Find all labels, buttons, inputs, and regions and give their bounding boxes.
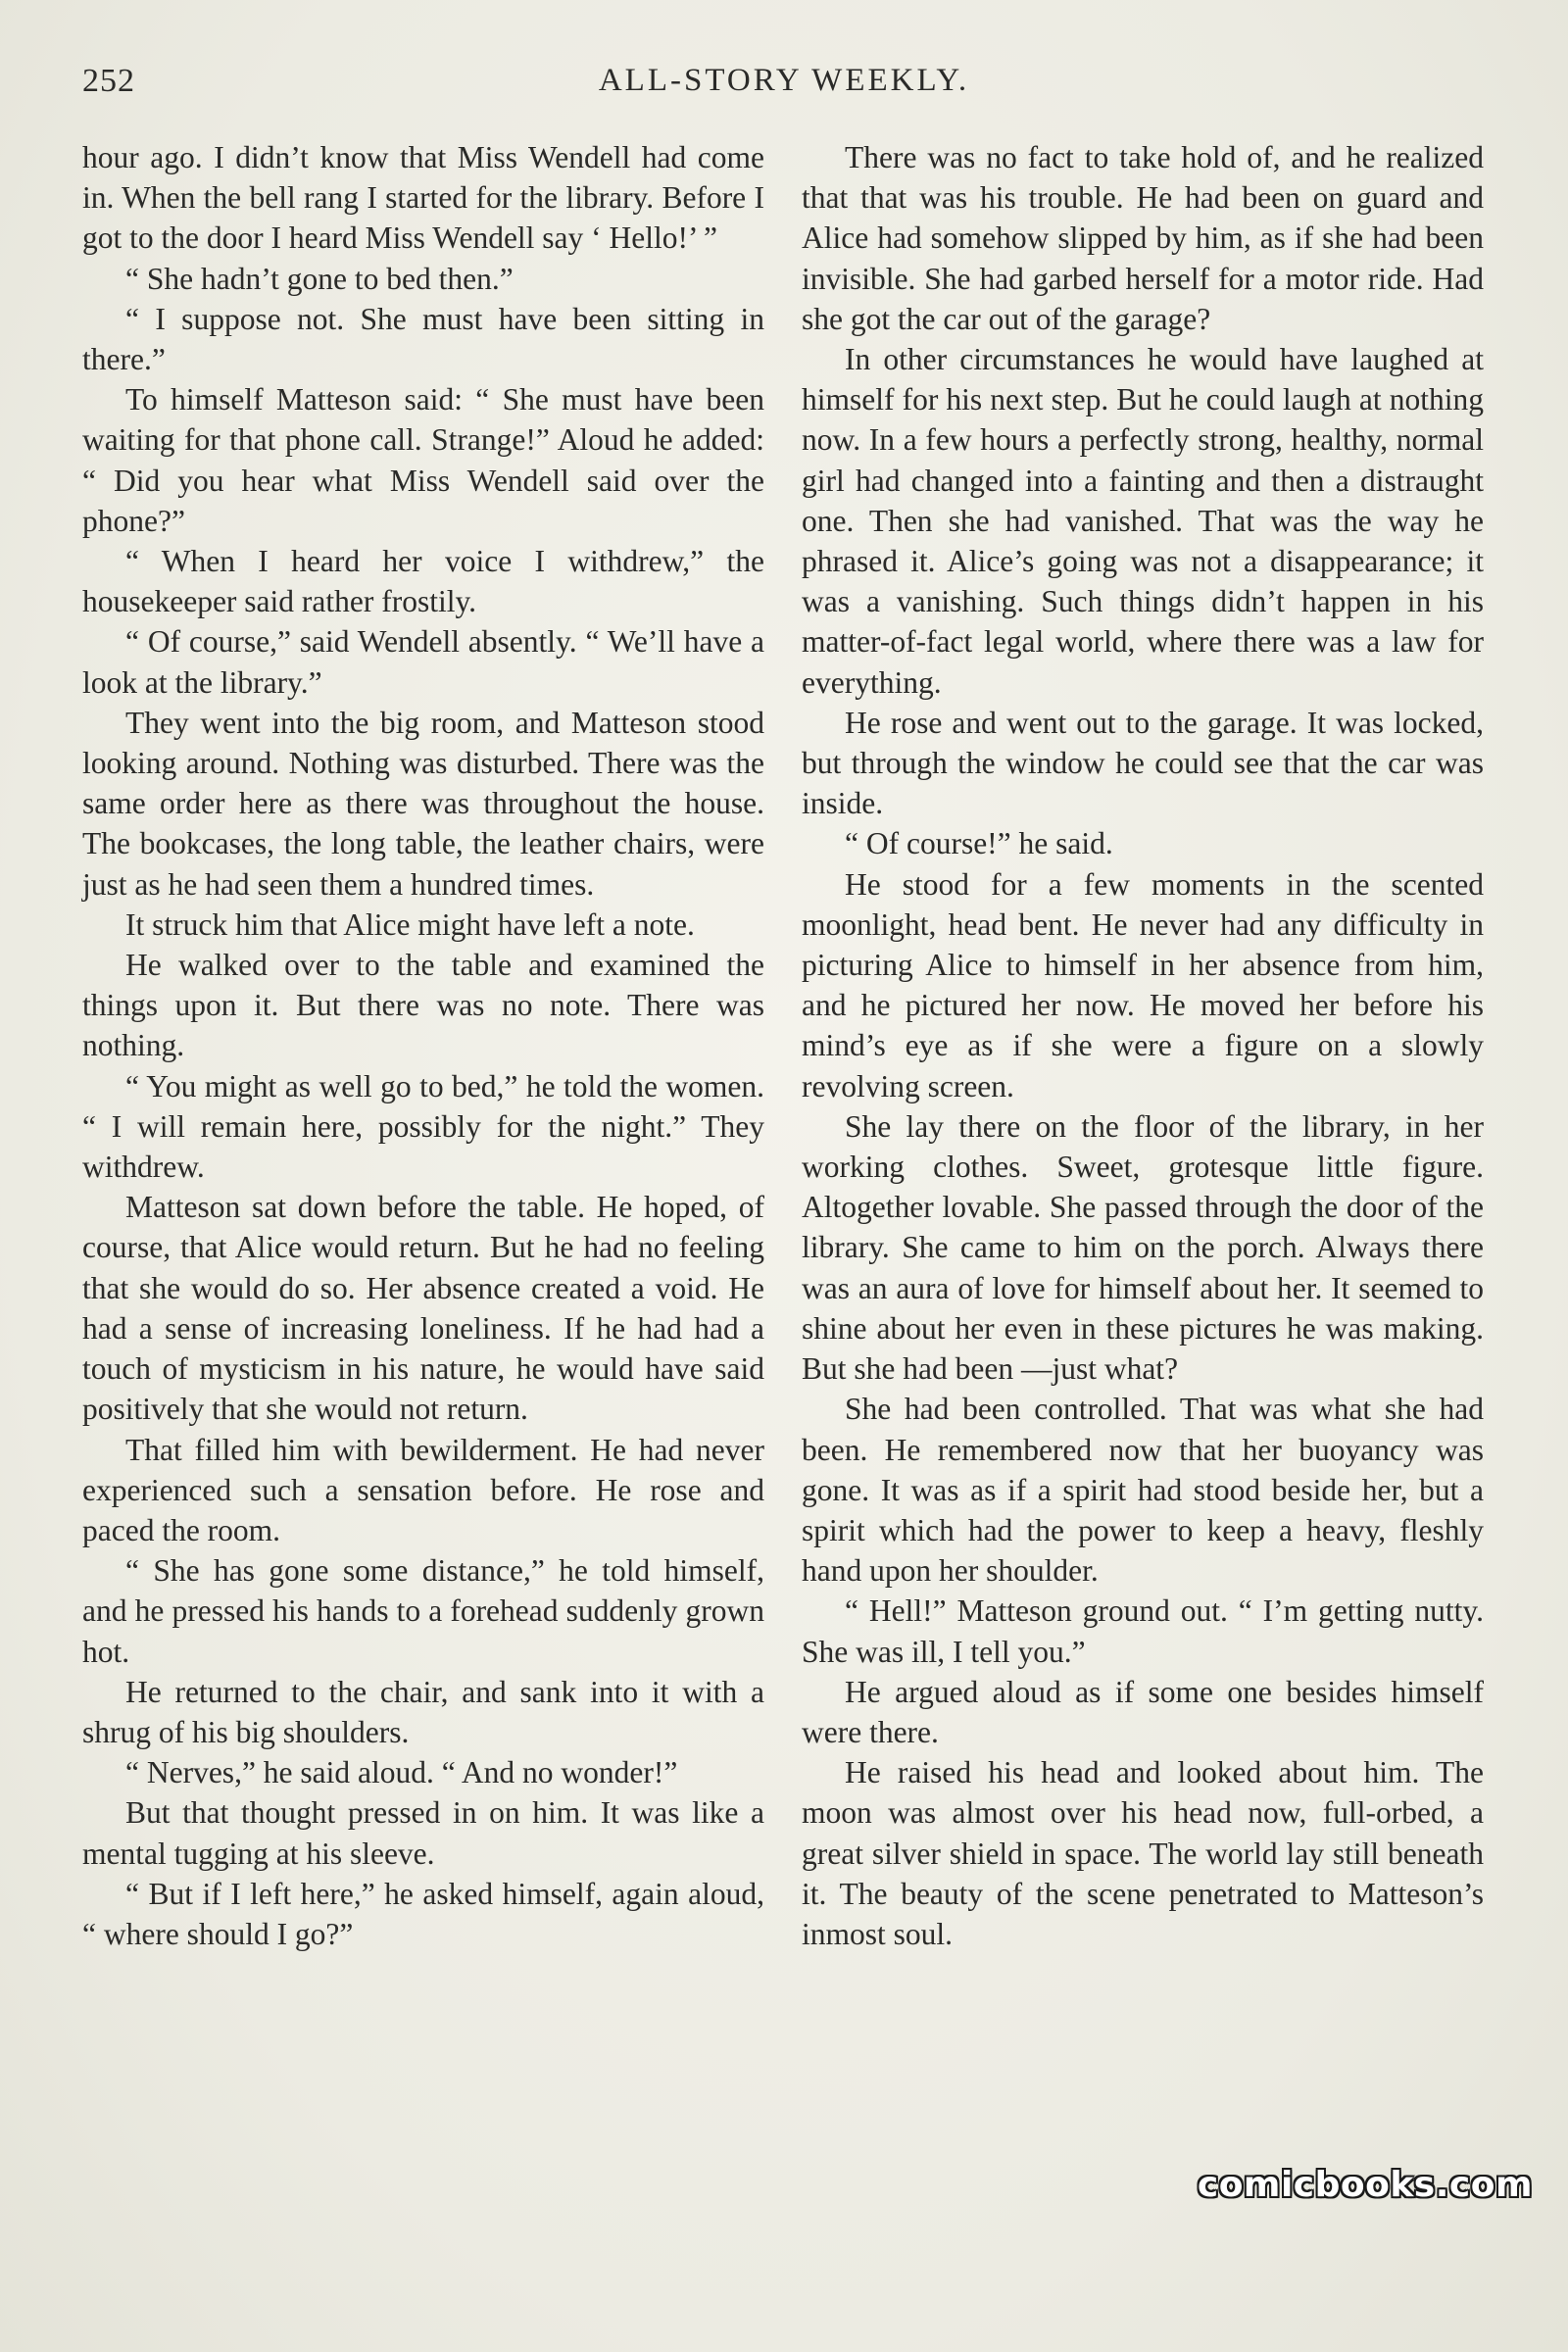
paragraph: “ Of course,” said Wendell absently. “ We’ll have a look at the library.”	[82, 624, 764, 700]
paragraph: Matteson sat down before the table. He hoped, of course, that Alice would return. But he had no feeling that she would do so. Her absence created a void. He had a sense of increasing loneliness. If he had had a touch of mysticism in his nature, he would have said positively that she would not return.	[82, 1190, 764, 1427]
page-number: 252	[82, 63, 135, 99]
paragraph: There was no fact to take hold of, and he realized that that was his trouble. He had been on guard and Alice had somehow slipped by him, as if she had been invisible. She had garbed herself for a motor ride. Had she got the car out of the garage?	[802, 140, 1484, 336]
paragraph: That filled him with bewilderment. He had never experienced such a sensation before. He rose and paced the room.	[82, 1432, 764, 1547]
running-head: ALL-STORY WEEKLY.	[598, 63, 970, 98]
watermark-logo: comicbooks.com	[1197, 2165, 1533, 2205]
paragraph: “ She has gone some distance,” he told himself, and he pressed his hands to a forehead suddenly grown hot.	[82, 1553, 764, 1669]
paragraph: He argued aloud as if some one besides himself were there.	[802, 1674, 1484, 1749]
paragraph: To himself Matteson said: “ She must have been waiting for that phone call. Strange!” Aloud he added: “ Did you hear what Miss Wendell said over the phone?”	[82, 382, 764, 538]
paragraph: “ She hadn’t gone to bed then.”	[125, 261, 514, 296]
paragraph: They went into the big room, and Matteson stood looking around. Nothing was disturbed. There was the same order here as there was throughout the house. The bookcases, the long table, the leather chairs, were just as he had seen them a hundred times.	[82, 705, 764, 902]
paragraph: He returned to the chair, and sank into it with a shrug of his big shoulders.	[82, 1674, 764, 1749]
paragraph: It struck him that Alice might have left a note.	[125, 906, 695, 942]
paragraph: “ Nerves,” he said aloud. “ And no wonder!”	[125, 1755, 678, 1790]
paragraph: “ But if I left here,” he asked himself, again aloud, “ where should I go?”	[82, 1876, 764, 1951]
paragraph: “ You might as well go to bed,” he told the women. “ I will remain here, possibly for the night.” They withdrew.	[82, 1068, 764, 1185]
paragraph: He raised his head and looked about him. The moon was almost over his head now, full-orbed, a great silver shield in space. The world lay still beneath it. The beauty of the scene penetrated to Matteson’s inmost soul.	[802, 1755, 1484, 1951]
paragraph: “ I suppose not. She must have been sitting in there.”	[82, 301, 764, 377]
right-text-column	[802, 137, 1484, 1954]
paragraph: But that thought pressed in on him. It was like a mental tugging at his sleeve.	[82, 1795, 764, 1871]
paragraph: “ Hell!” Matteson ground out. “ I’m getting nutty. She was ill, I tell you.”	[802, 1593, 1484, 1669]
paragraph: “ When I heard her voice I withdrew,” the housekeeper said rather frostily.	[82, 544, 764, 619]
left-text-column	[82, 137, 764, 1954]
page-header	[82, 63, 1486, 112]
paragraph: He stood for a few moments in the scented moonlight, head bent. He never had any difficulty in picturing Alice to himself in her absence from him, and he pictured her now. He moved her before his mind’s eye as if she were a figure on a slowly revolving screen.	[802, 866, 1484, 1103]
paragraph: hour ago. I didn’t know that Miss Wendell had come in. When the bell rang I started for the library. Before I got to the door I heard Miss Wendell say ‘ Hello!’ ”	[82, 140, 764, 256]
paragraph: “ Of course!” he said.	[845, 826, 1113, 861]
paragraph: She lay there on the floor of the library, in her working clothes. Sweet, grotesque little figure. Altogether lovable. She passed through the door of the library. She came to him on the porch. Always there was an aura of love for himself about her. It seemed to shine about her even in these pictures he was making. But she had been —just what?	[802, 1108, 1484, 1387]
paragraph: He walked over to the table and examined the things upon it. But there was no note. There was nothing.	[82, 948, 764, 1063]
paragraph: She had been controlled. That was what she had been. He remembered now that her buoyancy was gone. It was as if a spirit had stood beside her, but a spirit which had the power to keep a heavy, fleshly hand upon her shoulder.	[802, 1392, 1484, 1589]
paragraph: He rose and went out to the garage. It was locked, but through the window he could see that the car was inside.	[802, 705, 1484, 821]
paragraph: In other circumstances he would have laughed at himself for his next step. But he could laugh at nothing now. In a few hours a perfectly strong, healthy, normal girl had changed into a fainting and then a distraught one. Then she had vanished. That was the way he phrased it. Alice’s going was not a disappearance; it was a vanishing. Such things didn’t happen in his matter-of-fact legal world, where there was a law for everything.	[802, 342, 1484, 700]
